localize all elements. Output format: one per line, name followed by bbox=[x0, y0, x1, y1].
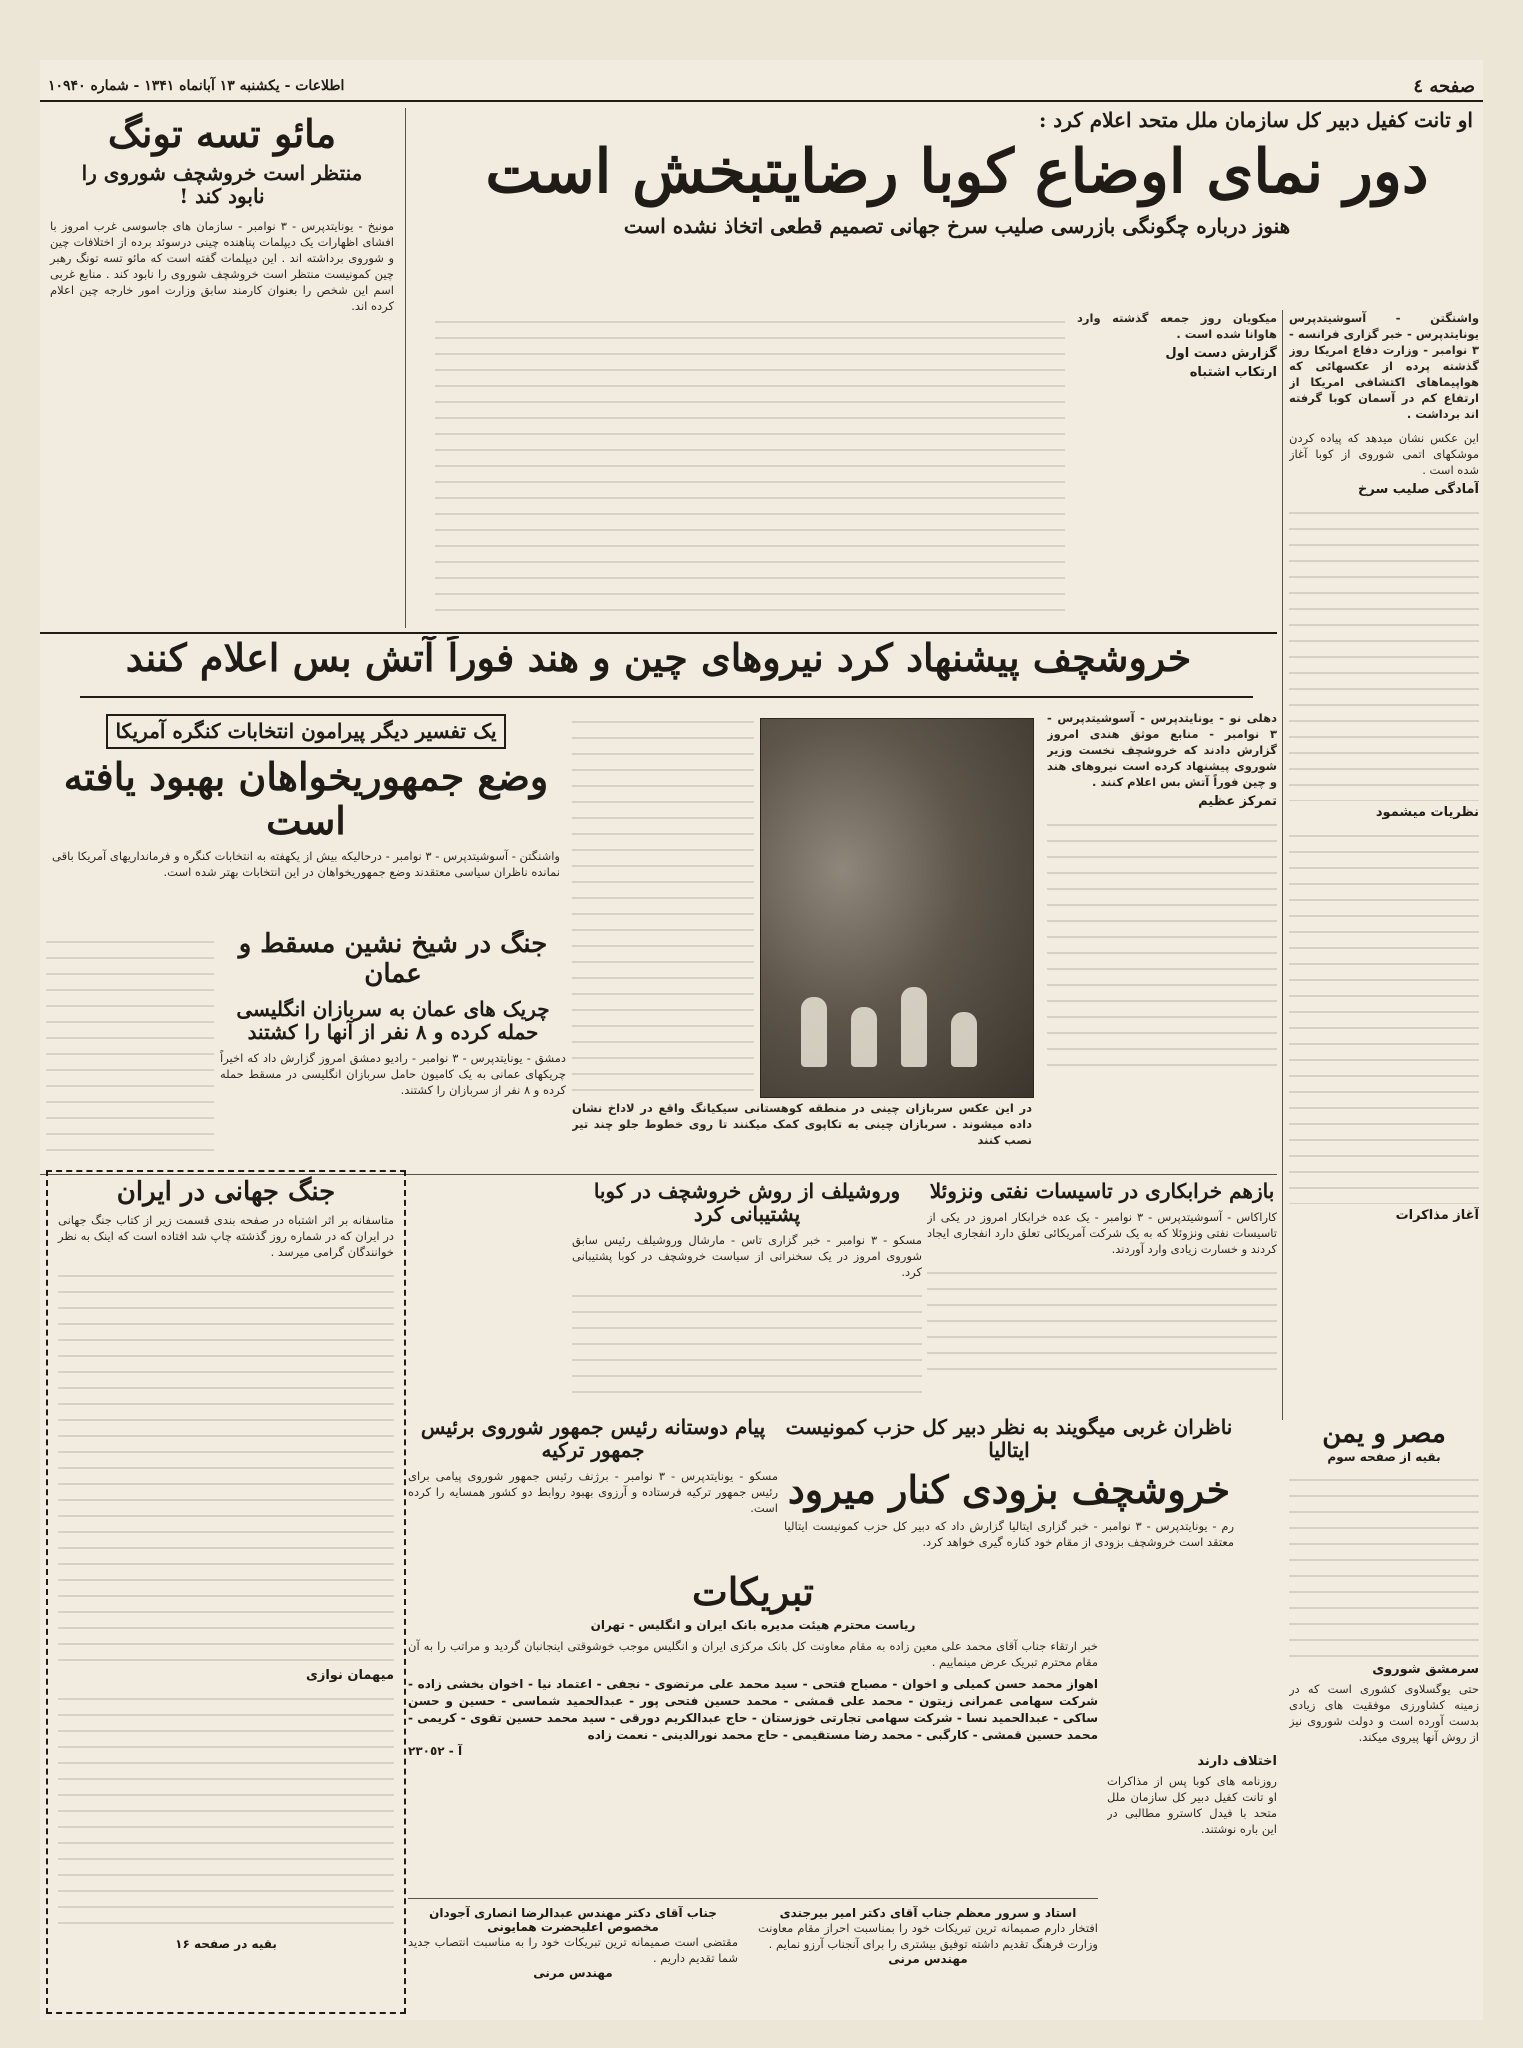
india-china-middle-column bbox=[572, 710, 754, 1094]
muscat-body: دمشق - یونایتدپرس - ۳ نوامبر - رادیو دمشق امروز گزارش داد که اخیراً چریکهای عمانی به یک کامیون حامل سربازان انگلیسی در مسقط حمله کرده و ۸ نفر از سربازان را کشتند. bbox=[220, 1050, 566, 1097]
figure-shape bbox=[851, 1007, 877, 1067]
turkey-body: مسکو - یونایتدپرس - ۳ نوامبر - برژنف رئیس جمهور شوروی پیامی برای رئیس جمهور ترکیه فرستاده و آرزوی بهبود روابط دو کشور همسایه را کرده است. bbox=[408, 1469, 778, 1515]
lead-col-sub-2: ارتکاب اشتباه bbox=[1189, 365, 1277, 380]
us-election-headline: وضع جمهوریخواهان بهبود یافته است bbox=[63, 754, 549, 843]
lead-headline: دور نمای اوضاع کوبا رضایتبخش است bbox=[485, 137, 1429, 207]
masthead bbox=[40, 72, 1483, 102]
lead-story bbox=[431, 108, 1483, 308]
iran-ww-box bbox=[46, 1170, 406, 2014]
tanker-column bbox=[1107, 1750, 1277, 2010]
banner bbox=[40, 636, 1277, 692]
muscat-subhead: چریک های عمان به سربازان انگلیسی حمله کرده و ۸ نفر از آنها را کشتند bbox=[236, 996, 550, 1044]
italy-body: رم - یونایتدپرس - ۳ نوامبر - خبر گزاری ایتالیا گزارش داد که دبیر کل حزب کمونیست ایتالیا معتقد است خروشچف بزودی از مقام خود کناره گیری خواهد کرد. bbox=[784, 1518, 1234, 1549]
muscat-headline: جنگ در شیخ نشین مسقط و عمان bbox=[238, 930, 548, 989]
venezuela-headline: بازهم خرابکاری در تاسیسات نفتی ونزوئلا bbox=[929, 1180, 1275, 1203]
lead-side-sub-3: آغاز مذاکرات bbox=[1395, 1208, 1479, 1223]
iran-ww-headline: جنگ جهانی در ایران bbox=[116, 1177, 336, 1207]
muscat-story bbox=[220, 930, 566, 1160]
india-china-sub: تمرکز عظیم bbox=[1198, 794, 1277, 809]
banner-top-rule bbox=[40, 632, 1277, 634]
congrats-mid-title: استاد و سرور معظم جناب آقای دکتر امیر بیرجندی bbox=[779, 1906, 1077, 1920]
voroshilov-body: مسکو - ۳ نوامبر - خبر گزاری تاس - مارشال وروشیلف رئیس سابق شوروی امروز در یک سخنرانی از سیاست خروشچف در کوبا پشتیبانی کرد. bbox=[572, 1233, 922, 1279]
iran-ww-body: متاسفانه بر اثر اشتباه در صفحه بندی قسمت زیر از کتاب جنگ جهانی در ایران که در شماره روز گذشته چاپ شد افتاده است که اینک به نظر خوانندگان گرامی میرسد . bbox=[58, 1212, 394, 1259]
newspaper-page bbox=[40, 60, 1483, 2020]
venezuela-filler bbox=[927, 1261, 1277, 1381]
yemen-headline: مصر و یمن bbox=[1322, 1420, 1446, 1449]
mao-story bbox=[46, 112, 398, 632]
us-election-body: واشنگتن - آسوشیتدپرس - ۳ نوامبر - درحالیکه بیش از یکهفته به انتخابات کنگره و فرمانداریهای آمریکا باقی نمانده ناظران سیاسی معتقدند وضع جمهوریخواهان در این انتخابات بهتر شده است. bbox=[52, 849, 560, 880]
italy-headline: خروشچف بزودی کنار میرود bbox=[787, 1467, 1231, 1512]
rule bbox=[408, 1898, 1098, 1899]
congrats-headline: تبریکات bbox=[692, 1570, 814, 1614]
photo-caption: در این عکس سربازان چینی در منطقه کوهستانی سیکیانگ واقع در لاداخ نشان داده میشوند . سربازان چینی به تکاپوی کمک میکنند تا روی خطوط جلو چند تیر نصب کنند bbox=[572, 1101, 1032, 1147]
congrats-left-title: جناب آقای دکتر مهندس عبدالرضا انصاری آجودان مخصوص اعلیحضرت همایونی bbox=[429, 1906, 717, 1934]
lead-side-column bbox=[1289, 310, 1479, 1410]
page-label: صفحه ٤ bbox=[1413, 75, 1475, 97]
congrats-mid-sign: مهندس مرنی bbox=[888, 1952, 968, 1966]
turkey-story bbox=[408, 1416, 778, 1566]
issue-line: اطلاعات - یکشنبه ۱۳ آبانماه ۱۳۴۱ - شماره ۱۰۹۴۰ bbox=[48, 78, 345, 94]
lead-side-sub-1: آمادگی صلیب سرخ bbox=[1358, 482, 1479, 497]
congrats-addressee: ریاست محترم هیئت مدیره بانک ایران و انگلیس - تهران bbox=[590, 1617, 916, 1632]
congrats-left-sign: مهندس مرنی bbox=[533, 1966, 613, 1980]
mao-body: مونیخ - یونایتدپرس - ۳ نوامبر - سازمان های جاسوسی غرب امروز با افشای اظهارات یک دیپلمات پناهنده چینی درسوئد برده از اختلافات چین و شوروی برداشته اند . این دیپلمات گفته است که مائو تسه تونگ رهبر چین کمونیست منتظر است خروشچف شوروی را نابود کند . منابع غربی اسم این شخص را بعنوان کارمند سابق وزارت امور خارجه چین اعلام کرده اند. bbox=[50, 218, 394, 313]
lead-side-text-2 bbox=[1289, 824, 1479, 1204]
iran-ww-filler-2 bbox=[58, 1687, 394, 1937]
congrats-box bbox=[408, 1570, 1098, 2010]
figure-shape bbox=[801, 997, 827, 1067]
congrats-left-notice bbox=[408, 1906, 738, 2006]
us-election-kicker: یک تفسیر دیگر پیرامون انتخابات کنگره آمریکا bbox=[106, 714, 506, 749]
tanker-body: روزنامه های کوبا پس از مذاکرات او تانت کفیل دبیر کل سازمان ملل متحد با فیدل کاسترو مطالبی در این باره نوشتند. bbox=[1107, 1774, 1277, 1836]
congrats-signatories: اهواز محمد حسن کمیلی و اخوان - مصباح فتحی - سید محمد علی مرتضوی - نجفی - اعتماد نیا - اخوان بخشی زاده - شرکت سهامی عمرانی زیتون - محمد علی قمشی - محمد حسین فتحی پور - عبدالحمید شماسی - حسین و حسن ساکی - عبدالحمید نسا - شرکت سهامی تجارتی خوزستان - حاج عبدالکریم دورقی - سید محمد حسین تقوی - کریمی - محمد حسین قمشی - کارگبی - محمد رضا مستقیمی - حاج محمد نورالدینی - نعمت زاده bbox=[408, 1676, 1098, 1742]
iran-ww-filler-1 bbox=[58, 1264, 394, 1664]
congrats-mid-body: افتخار دارم صمیمانه ترین تبریکات خود را بمناسبت احراز مقام معاونت وزارت فرهنگ تقدیم داشته توفیق بیشتری را برای آنجناب آرزو نمایم . bbox=[758, 1921, 1098, 1951]
lead-side-text-1 bbox=[1289, 501, 1479, 801]
congrats-left-body: مقتضی است صمیمانه ترین تبریکات خود را به مناسبت انتصاب جدید شما تقدیم داریم . bbox=[408, 1935, 738, 1965]
lead-misc-line: میکویان روز جمعه گذشته وارد هاوانا شده است . bbox=[1077, 311, 1277, 341]
yemen-body: حتی یوگسلاوی کشوری است که در زمینه کشاورزی موفقیت های زیادی بدست آورده است و دولت شوروی نیز از روش آنها پیروی میکند. bbox=[1289, 1681, 1479, 1744]
banner-bottom-rule bbox=[80, 696, 1253, 698]
venezuela-body: کاراکاس - آسوشیتدپرس - ۳ نوامبر - یک عده خرابکار امروز در یکی از تاسیسات نفتی ونزوئلا که به یک شرکت آمریکائی تعلق دارد انفجاری ایجاد کردند و خسارت زیادی وارد آوردند. bbox=[927, 1210, 1277, 1256]
soldiers-photo bbox=[760, 718, 1034, 1098]
yemen-story bbox=[1289, 1420, 1479, 2010]
congrats-body: خبر ارتقاء جناب آقای محمد علی معین زاده به مقام معاونت کل بانک مرکزی ایران و انگلیس موجب خوشوقتی اینجانبان گردید و مراتب را به آن مقام محترم تبریک عرض مینماییم . bbox=[408, 1638, 1098, 1669]
india-china-filler bbox=[1047, 813, 1277, 1073]
india-china-story bbox=[1047, 710, 1277, 1170]
mao-subhead: منتظر است خروشچف شوروی را نابود کند ! bbox=[81, 160, 363, 208]
lead-kicker: او تانت کفیل دبیر کل سازمان ملل متحد اعلام کرد : bbox=[1038, 108, 1473, 132]
voroshilov-filler bbox=[572, 1284, 922, 1394]
mao-headline: مائو تسه تونگ bbox=[107, 112, 337, 156]
congrats-mid-notice bbox=[758, 1906, 1098, 2006]
rule bbox=[405, 108, 406, 628]
lead-body-filler bbox=[435, 310, 1065, 620]
congrats-ref: آ - ٢٣٠٥٢ bbox=[408, 1743, 463, 1758]
lead-subhead: هنوز درباره چگونگی بازرسی صلیب سرخ جهانی تصمیم قطعی اتخاذ نشده است bbox=[623, 214, 1291, 238]
lead-side-sub-2: نظریات میشمود bbox=[1375, 805, 1479, 820]
italy-kicker: ناظران غربی میگویند به نظر دبیر کل حزب کمونیست ایتالیا bbox=[785, 1416, 1233, 1462]
tanker-sub: اختلاف دارند bbox=[1197, 1754, 1277, 1769]
rule bbox=[1282, 310, 1283, 1420]
yemen-sub: سرمشق شوروی bbox=[1372, 1661, 1479, 1677]
lead-col-sub-1: گزارش دست اول bbox=[1165, 346, 1277, 361]
figure-shape bbox=[901, 987, 927, 1067]
voroshilov-headline: وروشیلف از روش خروشچف در کوبا پشتیبانی کرد bbox=[593, 1180, 901, 1226]
lead-columns bbox=[435, 310, 1277, 630]
voroshilov-story bbox=[572, 1180, 922, 1410]
iran-ww-sub: میهمان نوازی bbox=[305, 1667, 394, 1683]
yemen-lead-line: بقیه از صفحه سوم bbox=[1327, 1449, 1441, 1464]
india-china-dateline: دهلی نو - یونایتدپرس - آسوشیتدپرس - ۳ نوامبر - منابع موثق هندی امروز گزارش دادند که خروشچف نخست وزیر شوروی پیشنهاد کرده است نیروهای هند و چین فوراً آتش بس اعلام کنند . bbox=[1047, 711, 1277, 789]
venezuela-story bbox=[927, 1180, 1277, 1410]
lead-dateline: واشنگتن - آسوشیتدپرس یونایتدپرس - خبر گزاری فرانسه - ۳ نوامبر - وزارت دفاع امریکا روز گذشته پرده از عکسهائی که هواپیماهای اکتشافی امریکا از ارتفاع کم در آسمان کوبا گرفته اند برداشت . bbox=[1289, 311, 1479, 421]
turkey-headline: پیام دوستانه رئیس جمهور شوروی برئیس جمهور ترکیه bbox=[420, 1416, 766, 1462]
yemen-filler-1 bbox=[1289, 1468, 1479, 1658]
us-election-continued bbox=[46, 930, 214, 1160]
us-election-story bbox=[46, 710, 566, 930]
iran-ww-footer: بقیه در صفحه ۱۶ bbox=[175, 1936, 277, 1951]
figure-shape bbox=[951, 1012, 977, 1067]
lead-photo-note: این عکس نشان میدهد که پیاده کردن موشکهای اتمی شوروی از کوبا آغاز شده است . bbox=[1289, 431, 1479, 477]
banner-headline: خروشچف پیشنهاد کرد نیروهای چین و هند فوراً آتش بس اعلام کنند bbox=[125, 636, 1192, 680]
